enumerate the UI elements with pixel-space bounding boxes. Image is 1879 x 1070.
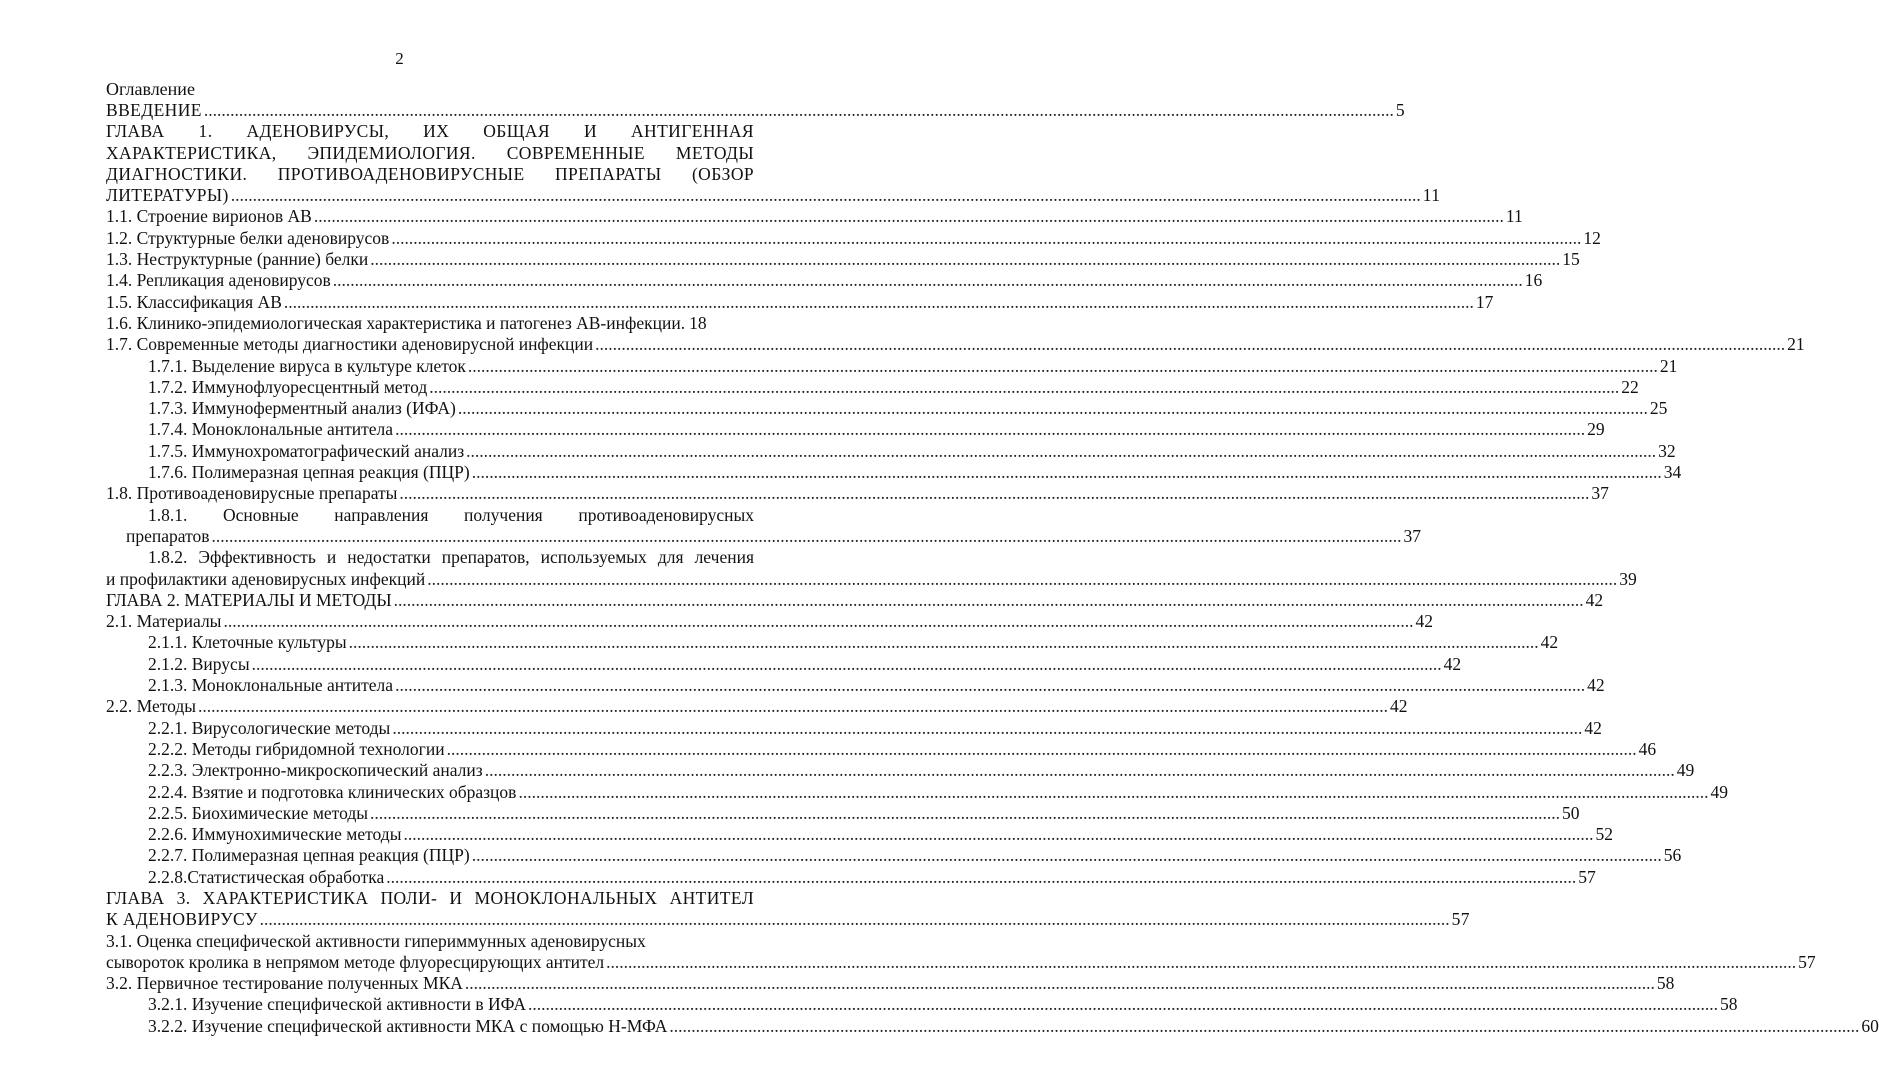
toc-entry-2-2-4[interactable] bbox=[106, 781, 1728, 803]
toc-entry-title: 2.2.7. Полимеразная цепная реакция (ПЦР) bbox=[148, 845, 470, 866]
toc-entry-title: 2.2. Методы bbox=[106, 696, 197, 717]
toc-entry-2-2-5[interactable] bbox=[106, 802, 1580, 824]
dot-leader bbox=[198, 696, 1388, 717]
toc-entry-3-1[interactable] bbox=[106, 930, 1816, 974]
toc-entry-title: ГЛАВА 2. МАТЕРИАЛЫ И МЕТОДЫ bbox=[106, 589, 392, 610]
toc-entry-title: 1.7.6. Полимеразная цепная реакция (ПЦР) bbox=[148, 462, 470, 483]
toc-entry-1-7-1[interactable] bbox=[106, 355, 1678, 377]
toc-entry-1-7-2[interactable] bbox=[106, 376, 1639, 398]
dot-leader bbox=[392, 718, 1582, 739]
dot-leader bbox=[349, 632, 1539, 653]
toc-entry-title: 1.4. Репликация аденовирусов bbox=[106, 270, 331, 291]
dot-leader bbox=[528, 994, 1718, 1015]
toc-entry-title-line: ГЛАВА 1. АДЕНОВИРУСЫ, ИХ ОБЩАЯ И АНТИГЕННАЯ bbox=[106, 121, 754, 142]
toc-entry-page: 57 bbox=[1798, 951, 1816, 972]
toc-entry-page: 37 bbox=[1403, 525, 1422, 546]
toc-entry-title: 2.1. Материалы bbox=[106, 611, 222, 632]
toc-entry-page: 56 bbox=[1663, 845, 1682, 866]
toc-entry-title: 2.2.1. Вирусологические методы bbox=[148, 717, 391, 738]
toc-entry-page: 39 bbox=[1619, 568, 1637, 589]
toc-entry-chapter-2[interactable] bbox=[106, 589, 1604, 611]
dot-leader bbox=[333, 270, 1523, 291]
toc-entry-title-line: ХАРАКТЕРИСТИКА, ЭПИДЕМИОЛОГИЯ. СОВРЕМЕННЫЕ МЕТОДЫ bbox=[106, 142, 754, 163]
dot-leader bbox=[204, 100, 1394, 121]
toc-entry-page: 25 bbox=[1649, 398, 1668, 419]
dot-leader bbox=[386, 867, 1576, 888]
toc-entry-2-2-8[interactable] bbox=[106, 866, 1596, 888]
dot-leader bbox=[518, 782, 1708, 803]
toc-entry-2-1-3[interactable] bbox=[106, 675, 1605, 696]
toc-entry-1-1[interactable] bbox=[106, 206, 1523, 227]
dot-leader bbox=[468, 356, 1658, 377]
toc-entry-title: 1.7.2. Иммунофлуоресцентный метод bbox=[148, 376, 428, 397]
toc-entry-page: 49 bbox=[1676, 760, 1695, 781]
toc-entry-chapter-1[interactable] bbox=[106, 121, 1441, 206]
toc-entry-page: 42 bbox=[1587, 675, 1605, 696]
page-number: 2 bbox=[395, 49, 404, 68]
toc-entry-1-8[interactable] bbox=[106, 483, 1609, 504]
toc-entry-page: 12 bbox=[1583, 227, 1601, 248]
toc-entry-title: 3.2.1. Изучение специфической активности в ИФА bbox=[148, 994, 526, 1015]
toc-entry-page: 49 bbox=[1710, 781, 1728, 802]
dot-leader bbox=[472, 845, 1662, 866]
toc-entry-page: 46 bbox=[1638, 738, 1657, 759]
toc-entry-1-5[interactable] bbox=[106, 291, 1494, 313]
dot-leader bbox=[458, 398, 1648, 419]
dot-leader bbox=[394, 590, 1584, 611]
toc-entry-title-line: и профилактики аденовирусных инфекций bbox=[106, 568, 426, 589]
dot-leader bbox=[395, 675, 1585, 696]
toc-entry-title-line: ГЛАВА 3. ХАРАКТЕРИСТИКА ПОЛИ- И МОНОКЛОНАЛЬНЫХ АНТИТЕЛ bbox=[106, 887, 754, 908]
toc-entry-1-7-3[interactable] bbox=[106, 398, 1668, 419]
toc-entry-title: 2.2.5. Биохимические методы bbox=[148, 802, 368, 823]
dot-leader bbox=[314, 206, 1504, 227]
toc-entry-title: 1.2. Структурные белки аденовирусов bbox=[106, 227, 390, 248]
toc-entry-1-8-2[interactable] bbox=[106, 547, 1637, 590]
toc-entry-page: 42 bbox=[1584, 717, 1602, 738]
dot-leader bbox=[370, 249, 1560, 270]
toc-entry-1-7-5[interactable] bbox=[106, 440, 1676, 462]
dot-leader bbox=[212, 526, 1402, 547]
toc-heading: Оглавление bbox=[106, 79, 195, 99]
toc-entry-page: 21 bbox=[1659, 355, 1678, 376]
toc-entry-title: 1.6. Клинико-эпидемиологическая характеристика и патогенез АВ-инфекции. bbox=[106, 312, 686, 333]
toc-entry-1-3[interactable] bbox=[106, 249, 1580, 270]
toc-entry-title-line: 1.8.2. Эффективность и недостатки препаратов, используемых для лечения bbox=[148, 547, 754, 568]
toc-entry-title: 2.2.4. Взятие и подготовка клинических образцов bbox=[148, 781, 517, 802]
toc-entry-3-2[interactable] bbox=[106, 973, 1675, 994]
toc-entry-2-1-2[interactable] bbox=[106, 653, 1462, 675]
toc-entry-page: 42 bbox=[1390, 696, 1408, 717]
toc-entry-title-line: 3.1. Оценка специфической активности гипериммунных аденовирусных bbox=[106, 930, 646, 951]
dot-leader bbox=[403, 824, 1593, 845]
toc-entry-title: 2.2.6. Иммунохимические методы bbox=[148, 824, 402, 845]
toc-entry-2-1-1[interactable] bbox=[106, 632, 1559, 653]
dot-leader bbox=[466, 441, 1656, 462]
dot-leader bbox=[391, 228, 1581, 249]
toc-entry-page: 58 bbox=[1720, 994, 1738, 1015]
toc-entry-page: 50 bbox=[1561, 802, 1580, 823]
toc-entry-title: 1.7.1. Выделение вируса в культуре клеток bbox=[148, 355, 466, 376]
toc-entry-title-line: сывороток кролика в непрямом методе флуоресцирующих антител bbox=[106, 951, 605, 972]
dot-leader bbox=[252, 654, 1442, 675]
toc-entry-2-2-2[interactable] bbox=[106, 738, 1657, 760]
toc-entry-2-1[interactable] bbox=[106, 611, 1433, 632]
dot-leader bbox=[595, 334, 1785, 355]
dot-leader bbox=[231, 185, 1421, 206]
toc-entry-title: 1.7. Современные методы диагностики аденовирусной инфекции bbox=[106, 334, 594, 355]
toc-entry-page: 57 bbox=[1451, 909, 1470, 930]
toc-entry-3-2-2[interactable] bbox=[106, 1015, 1879, 1037]
toc-entry-title: 2.2.3. Электронно-микроскопический анализ bbox=[148, 760, 483, 781]
toc-entry-title: 2.2.2. Методы гибридомной технологии bbox=[148, 738, 445, 759]
toc-entry-title: 1.1. Строение вирионов АВ bbox=[106, 206, 312, 227]
toc-entry-page: 60 bbox=[1861, 1015, 1879, 1036]
toc-entry-page: 37 bbox=[1591, 483, 1609, 504]
toc-entry-page: 16 bbox=[1524, 270, 1543, 291]
toc-entry-1-2[interactable] bbox=[106, 227, 1601, 249]
dot-leader bbox=[606, 952, 1796, 973]
toc-entry-title: 1.8. Противоаденовирусные препараты bbox=[106, 483, 398, 504]
toc-entry-page: 57 bbox=[1578, 866, 1596, 887]
toc-entry-title: 3.2.2. Изучение специфической активности МКА с помощью Н-МФА bbox=[148, 1015, 668, 1036]
toc-entry-title-line: 1.8.1. Основные направления получения противоаденовирусных bbox=[148, 504, 754, 525]
toc-entry-1-7-6[interactable] bbox=[106, 462, 1682, 483]
toc-entry-page: 34 bbox=[1663, 462, 1682, 483]
toc-entry-title: 1.5. Классификация АВ bbox=[106, 291, 282, 312]
toc-entry-title: 1.7.4. Моноклональные антитела bbox=[148, 419, 394, 440]
toc-entry-title-line: ДИАГНОСТИКИ. ПРОТИВОАДЕНОВИРУСНЫЕ ПРЕПАРАТЫ (ОБЗОР bbox=[106, 163, 754, 184]
toc-entry-title-line: препаратов bbox=[126, 525, 210, 546]
dot-leader bbox=[472, 462, 1662, 483]
toc-entry-page: 17 bbox=[1475, 291, 1494, 312]
toc-entry-title-line: К АДЕНОВИРУСУ bbox=[106, 909, 258, 930]
dot-leader bbox=[427, 569, 1617, 590]
dot-leader bbox=[429, 377, 1619, 398]
toc-entry-title: 2.1.1. Клеточные культуры bbox=[148, 632, 347, 653]
toc-entry-page: 58 bbox=[1656, 973, 1675, 994]
toc-entry-1-7[interactable] bbox=[106, 334, 1805, 355]
dot-leader bbox=[223, 611, 1413, 632]
dot-leader bbox=[395, 419, 1585, 440]
toc-entry-introduction[interactable] bbox=[106, 100, 1405, 121]
toc-entry-page: 42 bbox=[1585, 589, 1604, 610]
dot-leader bbox=[284, 292, 1474, 313]
toc-entry-page: 5 bbox=[1395, 100, 1405, 120]
toc-entry-3-2-1[interactable] bbox=[106, 994, 1738, 1015]
toc-entry-2-2[interactable] bbox=[106, 696, 1408, 717]
toc-entry-page: 42 bbox=[1443, 653, 1462, 674]
toc-entry-title: 2.1.3. Моноклональные антитела bbox=[148, 675, 394, 696]
toc-entry-2-2-7[interactable] bbox=[106, 845, 1682, 866]
toc-entry-page: 22 bbox=[1621, 376, 1639, 397]
dot-leader bbox=[447, 739, 1637, 760]
dot-leader bbox=[669, 1016, 1859, 1037]
toc-entry-title: 3.2. Первичное тестирование полученных МКА bbox=[106, 973, 463, 994]
toc-entry-2-2-6[interactable] bbox=[106, 824, 1613, 845]
toc-entry-page: 42 bbox=[1540, 632, 1559, 653]
toc-entry-1-7-4[interactable] bbox=[106, 419, 1605, 440]
toc-entry-title: 2.2.8.Статистическая обработка bbox=[148, 866, 385, 887]
toc-entry-page: 42 bbox=[1415, 611, 1433, 632]
toc-entry-2-2-1[interactable] bbox=[106, 717, 1602, 739]
dot-leader bbox=[465, 973, 1655, 994]
toc-entry-title: 2.1.2. Вирусы bbox=[148, 653, 250, 674]
toc-entry-page: 18 bbox=[689, 312, 707, 333]
toc-entry-page: 52 bbox=[1595, 824, 1613, 845]
toc-entry-title: 1.7.5. Иммунохроматографический анализ bbox=[148, 440, 465, 461]
toc-entry-title-line: ЛИТЕРАТУРЫ) bbox=[106, 185, 229, 206]
toc-entry-page: 21 bbox=[1787, 334, 1805, 355]
toc-entry-1-6[interactable] bbox=[106, 313, 754, 334]
toc-entry-page: 15 bbox=[1562, 249, 1580, 270]
toc-entry-title: 1.3. Неструктурные (ранние) белки bbox=[106, 249, 369, 270]
dot-leader bbox=[485, 760, 1675, 781]
toc-entry-page: 11 bbox=[1505, 206, 1523, 227]
toc-entry-chapter-3[interactable] bbox=[106, 887, 1470, 931]
toc-entry-page: 29 bbox=[1587, 419, 1605, 440]
toc-entry-1-4[interactable] bbox=[106, 270, 1543, 291]
toc-entry-page: 32 bbox=[1658, 440, 1676, 461]
dot-leader bbox=[399, 483, 1589, 504]
toc-entry-title: 1.7.3. Иммуноферментный анализ (ИФА) bbox=[148, 398, 456, 419]
dot-leader bbox=[260, 909, 1450, 930]
toc-entry-title: ВВЕДЕНИЕ bbox=[106, 100, 202, 120]
toc-entry-page: 11 bbox=[1422, 185, 1441, 206]
dot-leader bbox=[370, 803, 1560, 824]
toc-entry-2-2-3[interactable] bbox=[106, 760, 1695, 781]
table-of-contents bbox=[106, 100, 1879, 1037]
toc-entry-1-8-1[interactable] bbox=[106, 504, 1422, 548]
